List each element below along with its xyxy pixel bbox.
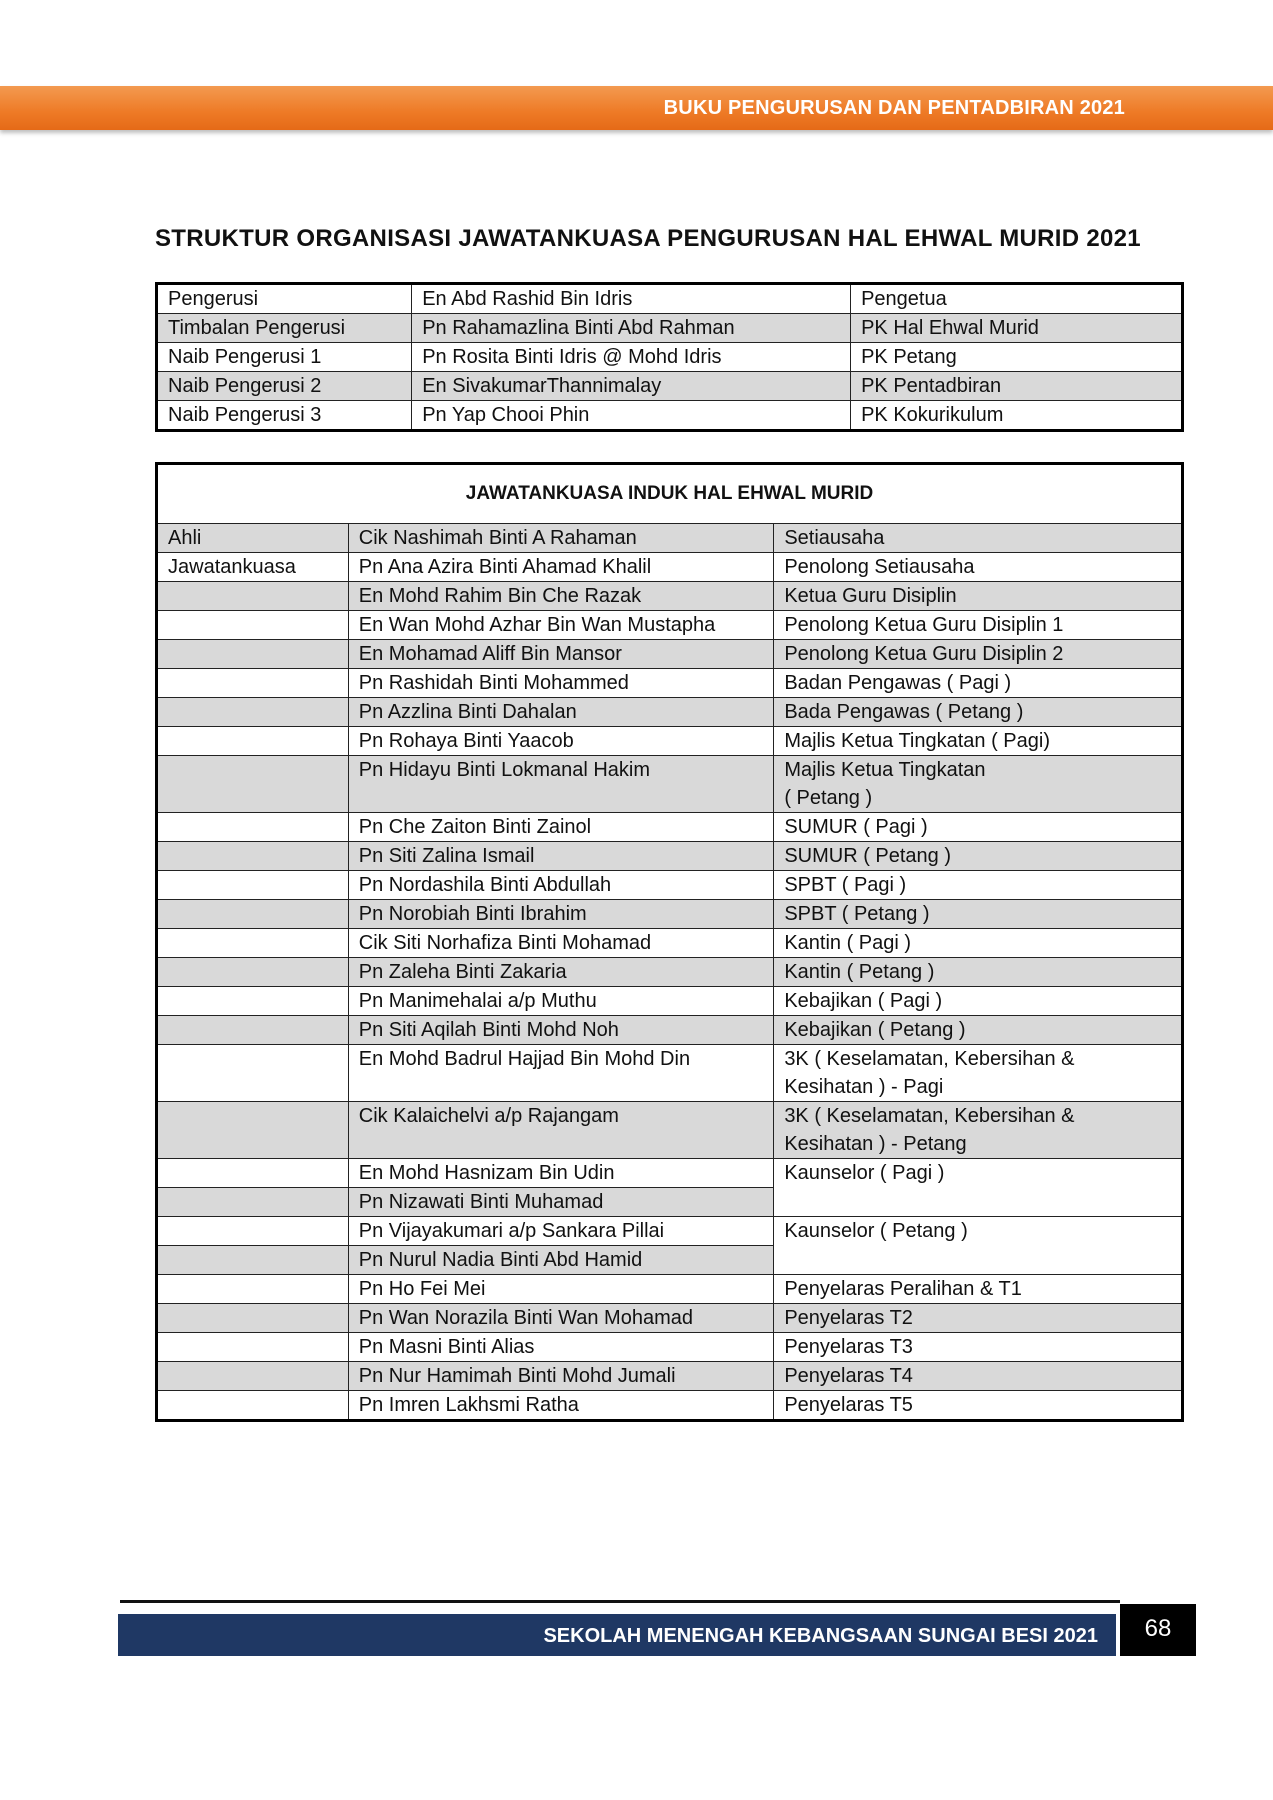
duty-cell: Kaunselor ( Pagi ) (774, 1159, 1183, 1217)
name-cell: Pn Hidayu Binti Lokmanal Hakim (348, 756, 774, 813)
table-row (157, 1333, 1183, 1362)
label-cell (157, 987, 349, 1016)
name-cell: Pn Zaleha Binti Zakaria (348, 958, 774, 987)
label-cell (157, 929, 349, 958)
name-cell: Pn Rosita Binti Idris @ Mohd Idris (412, 343, 851, 372)
label-cell (157, 958, 349, 987)
table-row (157, 842, 1183, 871)
duty-cell: Kantin ( Pagi ) (774, 929, 1183, 958)
duty-cell: Setiausaha (774, 524, 1183, 553)
duty-cell: Kaunselor ( Petang ) (774, 1217, 1183, 1275)
name-cell: Pn Masni Binti Alias (348, 1333, 774, 1362)
position-cell: PK Hal Ehwal Murid (851, 314, 1183, 343)
name-cell: Pn Nur Hamimah Binti Mohd Jumali (348, 1362, 774, 1391)
duty-cell: Kebajikan ( Pagi ) (774, 987, 1183, 1016)
name-cell: Pn Yap Chooi Phin (412, 401, 851, 431)
name-cell: Pn Wan Norazila Binti Wan Mohamad (348, 1304, 774, 1333)
duty-line: 3K ( Keselamatan, Kebersihan & (784, 1048, 1075, 1070)
table-row (157, 640, 1183, 669)
table-caption-row (157, 464, 1183, 524)
label-cell (157, 1304, 349, 1333)
leadership-table (155, 282, 1184, 432)
duty-cell (774, 756, 1183, 813)
table-row (157, 1362, 1183, 1391)
footer-band (118, 1614, 1116, 1656)
name-cell: En Mohd Hasnizam Bin Udin (348, 1159, 774, 1188)
table-row (157, 929, 1183, 958)
table-row (157, 582, 1183, 611)
table-row (157, 553, 1183, 582)
duty-cell: Penyelaras T2 (774, 1304, 1183, 1333)
page-number: 68 (1120, 1604, 1196, 1656)
label-cell (157, 1275, 349, 1304)
name-cell: En SivakumarThannimalay (412, 372, 851, 401)
name-cell: Pn Ho Fei Mei (348, 1275, 774, 1304)
table-row (157, 698, 1183, 727)
label-cell (157, 1102, 349, 1159)
table-row (157, 756, 1183, 813)
label-cell (157, 1188, 349, 1217)
table-row (157, 1391, 1183, 1421)
table-row (157, 871, 1183, 900)
duty-cell: Bada Pengawas ( Petang ) (774, 698, 1183, 727)
table-row (157, 1159, 1183, 1188)
table-row (157, 1102, 1183, 1159)
role-cell: Naib Pengerusi 1 (157, 343, 412, 372)
duty-cell: Kantin ( Petang ) (774, 958, 1183, 987)
label-cell (157, 1333, 349, 1362)
duty-cell: SPBT ( Petang ) (774, 900, 1183, 929)
label-cell (157, 698, 349, 727)
label-cell (157, 582, 349, 611)
name-cell: Pn Nizawati Binti Muhamad (348, 1188, 774, 1217)
name-cell: Pn Rohaya Binti Yaacob (348, 727, 774, 756)
duty-line: 3K ( Keselamatan, Kebersihan & (784, 1105, 1075, 1127)
duty-cell: SUMUR ( Pagi ) (774, 813, 1183, 842)
name-cell: Pn Rashidah Binti Mohammed (348, 669, 774, 698)
duty-cell: Ketua Guru Disiplin (774, 582, 1183, 611)
label-cell (157, 1045, 349, 1102)
label-cell (157, 1246, 349, 1275)
table-row (157, 1275, 1183, 1304)
committee-table (155, 462, 1184, 1422)
role-cell: Pengerusi (157, 284, 412, 314)
header-band (0, 86, 1273, 130)
name-cell: Pn Siti Aqilah Binti Mohd Noh (348, 1016, 774, 1045)
label-cell: Jawatankuasa (157, 553, 349, 582)
label-cell (157, 842, 349, 871)
duty-cell (774, 1102, 1183, 1159)
name-cell: En Wan Mohd Azhar Bin Wan Mustapha (348, 611, 774, 640)
table-row (157, 813, 1183, 842)
role-cell: Timbalan Pengerusi (157, 314, 412, 343)
table-row (157, 1304, 1183, 1333)
name-cell: En Mohd Badrul Hajjad Bin Mohd Din (348, 1045, 774, 1102)
footer-school-name: SEKOLAH MENENGAH KEBANGSAAN SUNGAI BESI 2021 (543, 1625, 1098, 1647)
name-cell: Pn Ana Azira Binti Ahamad Khalil (348, 553, 774, 582)
name-cell: Pn Manimehalai a/p Muthu (348, 987, 774, 1016)
header-title: BUKU PENGURUSAN DAN PENTADBIRAN 2021 (663, 97, 1125, 119)
label-cell (157, 611, 349, 640)
name-cell: Pn Nurul Nadia Binti Abd Hamid (348, 1246, 774, 1275)
duty-cell: Penyelaras T3 (774, 1333, 1183, 1362)
label-cell (157, 1159, 349, 1188)
duty-cell: Penolong Setiausaha (774, 553, 1183, 582)
duty-cell: Penyelaras Peralihan & T1 (774, 1275, 1183, 1304)
label-cell (157, 1016, 349, 1045)
label-cell (157, 640, 349, 669)
label-cell (157, 813, 349, 842)
name-cell: Pn Siti Zalina Ismail (348, 842, 774, 871)
duty-cell: Majlis Ketua Tingkatan ( Pagi) (774, 727, 1183, 756)
table-row (157, 1045, 1183, 1102)
name-cell: Cik Nashimah Binti A Rahaman (348, 524, 774, 553)
table-row (157, 1016, 1183, 1045)
name-cell: En Abd Rashid Bin Idris (412, 284, 851, 314)
duty-cell (774, 1045, 1183, 1102)
label-cell: Ahli (157, 524, 349, 553)
committee-title: JAWATANKUASA INDUK HAL EHWAL MURID (157, 464, 1183, 524)
table-row (157, 401, 1183, 431)
table-row (157, 524, 1183, 553)
name-cell: Pn Vijayakumari a/p Sankara Pillai (348, 1217, 774, 1246)
table-row (157, 611, 1183, 640)
role-cell: Naib Pengerusi 3 (157, 401, 412, 431)
name-cell: Cik Kalaichelvi a/p Rajangam (348, 1102, 774, 1159)
table-row (157, 958, 1183, 987)
position-cell: Pengetua (851, 284, 1183, 314)
table-row (157, 314, 1183, 343)
table-row (157, 284, 1183, 314)
name-cell: Pn Nordashila Binti Abdullah (348, 871, 774, 900)
duty-cell: SPBT ( Pagi ) (774, 871, 1183, 900)
duty-cell: Penyelaras T4 (774, 1362, 1183, 1391)
label-cell (157, 1391, 349, 1421)
duty-line: Kesihatan ) - Pagi (784, 1076, 944, 1098)
table-row (157, 372, 1183, 401)
name-cell: Pn Che Zaiton Binti Zainol (348, 813, 774, 842)
table-row (157, 987, 1183, 1016)
name-cell: Cik Siti Norhafiza Binti Mohamad (348, 929, 774, 958)
table-row (157, 727, 1183, 756)
label-cell (157, 1217, 349, 1246)
label-cell (157, 756, 349, 813)
table-row (157, 669, 1183, 698)
duty-line: Majlis Ketua Tingkatan (784, 759, 986, 781)
table-row (157, 900, 1183, 929)
duty-line: ( Petang ) (784, 787, 873, 809)
duty-cell: Penolong Ketua Guru Disiplin 1 (774, 611, 1183, 640)
footer-divider (120, 1600, 1120, 1603)
role-cell: Naib Pengerusi 2 (157, 372, 412, 401)
label-cell (157, 871, 349, 900)
duty-cell: SUMUR ( Petang ) (774, 842, 1183, 871)
table-row (157, 1217, 1183, 1246)
label-cell (157, 1362, 349, 1391)
page-title: STRUKTUR ORGANISASI JAWATANKUASA PENGURUSAN HAL EHWAL MURID 2021 (155, 225, 1141, 252)
name-cell: En Mohd Rahim Bin Che Razak (348, 582, 774, 611)
name-cell: Pn Rahamazlina Binti Abd Rahman (412, 314, 851, 343)
name-cell: Pn Norobiah Binti Ibrahim (348, 900, 774, 929)
name-cell: Pn Azzlina Binti Dahalan (348, 698, 774, 727)
name-cell: En Mohamad Aliff Bin Mansor (348, 640, 774, 669)
table-row (157, 343, 1183, 372)
duty-cell: Penyelaras T5 (774, 1391, 1183, 1421)
duty-cell: Kebajikan ( Petang ) (774, 1016, 1183, 1045)
duty-line: Kesihatan ) - Petang (784, 1133, 967, 1155)
label-cell (157, 900, 349, 929)
label-cell (157, 727, 349, 756)
position-cell: PK Petang (851, 343, 1183, 372)
name-cell: Pn Imren Lakhsmi Ratha (348, 1391, 774, 1421)
position-cell: PK Pentadbiran (851, 372, 1183, 401)
duty-cell: Badan Pengawas ( Pagi ) (774, 669, 1183, 698)
label-cell (157, 669, 349, 698)
duty-cell: Penolong Ketua Guru Disiplin 2 (774, 640, 1183, 669)
position-cell: PK Kokurikulum (851, 401, 1183, 431)
